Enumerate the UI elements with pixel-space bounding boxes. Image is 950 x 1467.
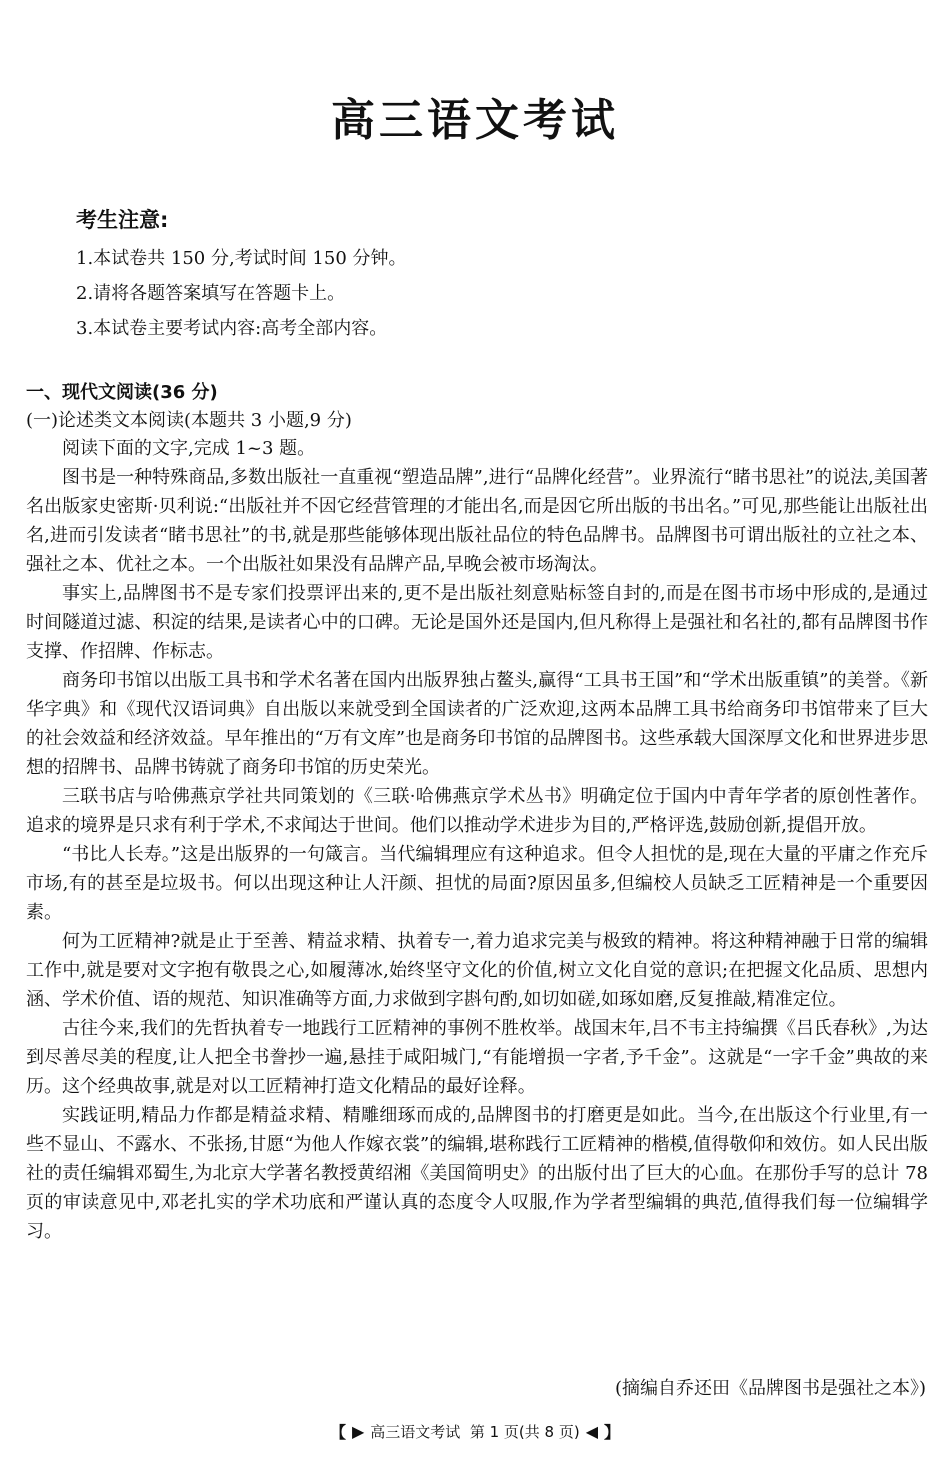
left-arrow-icon: ◀ bbox=[585, 1422, 599, 1441]
notice-item: 1.本试卷共 150 分,考试时间 150 分钟。 bbox=[76, 248, 407, 269]
passage-paragraph: 实践证明,精品力作都是精益求精、精雕细琢而成的,品牌图书的打磨更是如此。当今,在出版这个行业里,有一些不显山、不露水、不张扬,甘愿“为他人作嫁衣裳”的编辑,堪称践行工匠精神的楷模,值得敬仰和效仿。如人民出版社的责任编辑邓蜀生,为北京大学著名教授黄绍湘《美国简明史》的出版付出了巨大的心血。在那份手写的总计 78 页的审读意见中,邓老扎实的学术功底和严谨认真的态度令人叹服,作为学者型编辑的典范,值得我们每一位编辑学习。 bbox=[26, 1105, 928, 1242]
passage-source: (摘编自乔还田《品牌图书是强社之本》) bbox=[614, 1378, 926, 1399]
passage-paragraph: 三联书店与哈佛燕京学社共同策划的《三联·哈佛燕京学术丛书》明确定位于国内中青年学者的原创性著作。追求的境界是只求有利于学术,不求闻达于世间。他们以推动学术进步为目的,严格评选,鼓励创新,提倡开放。 bbox=[26, 786, 928, 836]
passage-paragraph: 事实上,品牌图书不是专家们投票评出来的,更不是出版社刻意贴标签自封的,而是在图书市场中形成的,是通过时间隧道过滤、积淀的结果,是读者心中的口碑。无论是国外还是国内,但凡称得上是强社和名社的,都有品牌图书作支撑、作招牌、作标志。 bbox=[26, 583, 928, 662]
exam-title: 高三语文考试 bbox=[331, 95, 619, 146]
section-subheading: (一)论述类文本阅读(本题共 3 小题,9 分) bbox=[26, 410, 352, 431]
footer-right-bracket: 】 bbox=[604, 1423, 621, 1442]
passage bbox=[26, 463, 928, 1246]
passage-paragraph: “书比人长寿。”这是出版界的一句箴言。当代编辑理应有这种追求。但令人担忧的是,现在大量的平庸之作充斥市场,有的甚至是垃圾书。何以出现这种让人汗颜、担忧的局面?原因虽多,但编校人员缺乏工匠精神是一个重要因素。 bbox=[26, 844, 928, 923]
section-heading: 一、现代文阅读(36 分) bbox=[26, 382, 218, 403]
right-arrow-icon: ▶ bbox=[351, 1422, 365, 1441]
passage-paragraph: 古往今来,我们的先哲执着专一地践行工匠精神的事例不胜枚举。战国末年,吕不韦主持编撰《吕氏春秋》,为达到尽善尽美的程度,让人把全书誊抄一遍,悬挂于咸阳城门,“有能增损一字者,予千金”。这就是“一字千金”典故的来历。这个经典故事,就是对以工匠精神打造文化精品的最好诠释。 bbox=[26, 1018, 928, 1097]
notice-heading: 考生注意: bbox=[76, 208, 169, 232]
page-footer bbox=[0, 1420, 950, 1443]
notice-item: 2.请将各题答案填写在答题卡上。 bbox=[76, 283, 346, 304]
passage-paragraph: 商务印书馆以出版工具书和学术名著在国内出版界独占鳌头,赢得“工具书王国”和“学术出版重镇”的美誉。《新华字典》和《现代汉语词典》自出版以来就受到全国读者的广泛欢迎,这两本品牌工具书给商务印书馆带来了巨大的社会效益和经济效益。早年推出的“万有文库”也是商务印书馆的品牌图书。这些承载大国深厚文化和世界进步思想的招牌书、品牌书铸就了商务印书馆的历史荣光。 bbox=[26, 670, 928, 778]
reading-instruction: 阅读下面的文字,完成 1~3 题。 bbox=[62, 438, 316, 459]
footer-page-info: 高三语文考试 第 1 页(共 8 页) bbox=[370, 1423, 580, 1441]
notice-item: 3.本试卷主要考试内容:高考全部内容。 bbox=[76, 318, 388, 339]
passage-paragraph: 何为工匠精神?就是止于至善、精益求精、执着专一,着力追求完美与极致的精神。将这种精神融于日常的编辑工作中,就是要对文字抱有敬畏之心,如履薄冰,始终坚守文化的价值,树立文化自觉的意识;在把握文化品质、思想内涵、学术价值、语的规范、知识准确等方面,力求做到字斟句酌,如切如磋,如琢如磨,反复推敲,精准定位。 bbox=[26, 931, 928, 1010]
passage-paragraph: 图书是一种特殊商品,多数出版社一直重视“塑造品牌”,进行“品牌化经营”。业界流行“睹书思社”的说法,美国著名出版家史密斯·贝利说:“出版社并不因它经营管理的才能出名,而是因它所出版的书出名。”可见,那些能让出版社出名,进而引发读者“睹书思社”的书,就是那些能够体现出版社品位的特色品牌书。品牌图书可谓出版社的立社之本、强社之本、优社之本。一个出版社如果没有品牌产品,早晚会被市场淘汰。 bbox=[26, 467, 928, 575]
footer-left-bracket: 【 bbox=[329, 1423, 346, 1442]
